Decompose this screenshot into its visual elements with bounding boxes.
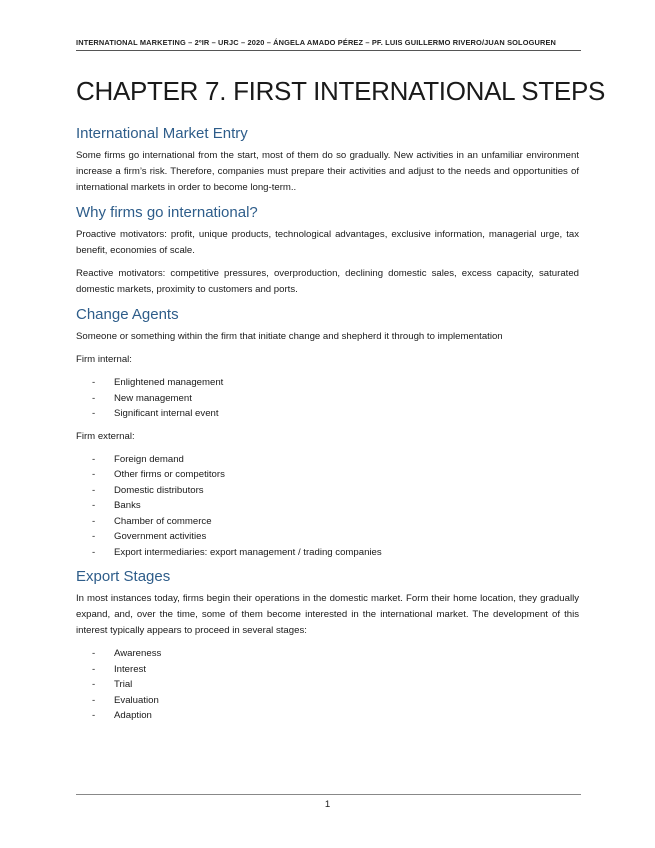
paragraph: In most instances today, firms begin their operations in the domestic market. Form their home location, they gradually expand, and, over the time, some of them become interested in the international market. The development of this interest typically appears to proceed in several stages:: [76, 593, 579, 636]
list-item: - Export intermediaries: export management / trading companies: [76, 545, 579, 561]
paragraph-proactive: Proactive motivators: profit, unique products, technological advantages, exclusive information, managerial urge, tax benefit, economies of scale.: [76, 229, 579, 256]
list-item: - Awareness: [76, 646, 579, 662]
list-item: - Significant internal event: [76, 406, 579, 422]
paragraph: Someone or something within the firm that initiate change and shepherd it through to implementation: [76, 331, 503, 342]
internal-agents-list: [76, 375, 579, 422]
section-export-stages: [76, 567, 579, 724]
list-item: - Foreign demand: [76, 452, 579, 468]
section-heading: International Market Entry: [76, 125, 248, 142]
paragraph-reactive: Reactive motivators: competitive pressures, overproduction, declining domestic sales, excess capacity, saturated domestic markets, proximity to customers and ports.: [76, 268, 579, 295]
list-item: - Enlightened management: [76, 375, 579, 391]
external-agents-list: [76, 452, 579, 561]
list-item: - Government activities: [76, 529, 579, 545]
list-item: - Other firms or competitors: [76, 467, 579, 483]
list-item: - Domestic distributors: [76, 483, 579, 499]
list-label-internal: Firm internal:: [76, 354, 132, 365]
section-heading: Change Agents: [76, 306, 179, 323]
footer-rule: [76, 794, 581, 795]
list-item: - Banks: [76, 498, 579, 514]
export-stages-list: [76, 646, 579, 724]
list-item: - Chamber of commerce: [76, 514, 579, 530]
page-number: 1: [324, 799, 331, 810]
header-rule: [76, 50, 581, 51]
section-why-international: [76, 203, 579, 298]
section-market-entry: [76, 124, 579, 196]
list-item: - Adaption: [76, 708, 579, 724]
chapter-title: CHAPTER 7. FIRST INTERNATIONAL STEPS: [76, 76, 606, 106]
list-item: - Trial: [76, 677, 579, 693]
paragraph: Some firms go international from the start, most of them do so gradually. New activities in an unfamiliar environment increase a firm’s risk. Therefore, companies must prepare their activities and adjust to the needs and opportunities of international markets in order to become long-term..: [76, 150, 579, 193]
list-item: - New management: [76, 391, 579, 407]
list-item: - Interest: [76, 662, 579, 678]
section-change-agents: [76, 305, 579, 560]
running-header: INTERNATIONAL MARKETING – 2ºIR – URJC – 2020 – ÁNGELA AMADO PÉREZ – PF. LUIS GUILLERMO RIVERO/JUAN SOLOGUREN: [76, 38, 557, 47]
list-label-external: Firm external:: [76, 430, 135, 442]
section-heading: Why firms go international?: [76, 204, 258, 221]
section-heading: Export Stages: [76, 568, 171, 585]
page-content: [76, 124, 579, 731]
list-item: - Evaluation: [76, 693, 579, 709]
